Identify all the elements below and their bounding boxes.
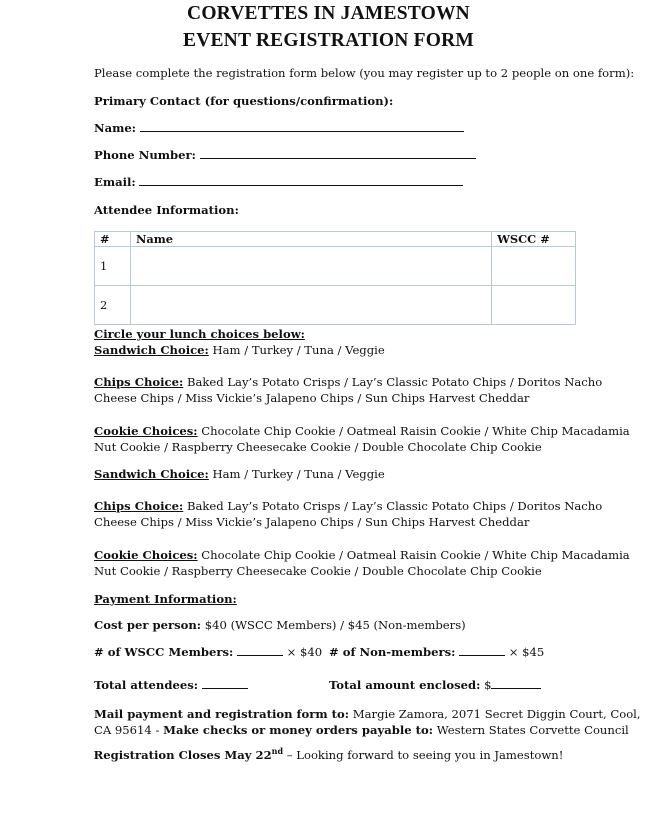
cookie-choice-row-1 xyxy=(94,424,630,438)
mail-label: Mail payment and registration form to: xyxy=(94,707,350,721)
chips-options-line1[interactable]: Baked Lay’s Potato Crisps / Lay’s Classic Potato Chips / Doritos Nacho xyxy=(186,375,603,389)
form-title-line2: EVENT REGISTRATION FORM xyxy=(182,30,474,51)
closing-text: – Looking forward to seeing you in Jamestown! xyxy=(286,747,564,762)
sandwich-options[interactable]: Ham / Turkey / Tuna / Veggie xyxy=(212,467,385,481)
attendee-name-cell[interactable] xyxy=(130,286,491,325)
nonmembers-count-blank[interactable] xyxy=(459,655,505,656)
chips-choice-row-1 xyxy=(94,375,602,389)
sandwich-choice-row-2 xyxy=(94,467,385,481)
closing-line xyxy=(0,746,657,762)
attendee-wscc-cell[interactable] xyxy=(492,247,576,286)
nonmembers-multiplier: × $45 xyxy=(508,645,545,659)
col-header-name: Name xyxy=(130,232,491,247)
dollar-sign: $ xyxy=(484,678,492,692)
closing-label: Registration Closes May 22 xyxy=(93,747,272,762)
cookie-choice-row-2 xyxy=(94,548,630,562)
cost-row xyxy=(94,618,466,632)
total-attendees-blank[interactable] xyxy=(202,688,248,689)
chips-label: Chips Choice: xyxy=(94,499,184,513)
attendee-wscc-cell[interactable] xyxy=(492,286,576,325)
cookie-options-line2[interactable]: Nut Cookie / Raspberry Cheesecake Cookie / Double Chocolate Chip Cookie xyxy=(94,564,542,578)
total-amount-blank[interactable] xyxy=(491,688,541,689)
row-number: 1 xyxy=(95,247,131,286)
col-header-wscc: WSCC # xyxy=(492,232,576,247)
payment-heading: Payment Information: xyxy=(94,592,237,606)
table-row xyxy=(95,247,576,286)
email-blank[interactable] xyxy=(139,185,463,186)
attendee-table-header xyxy=(95,232,576,247)
name-label: Name: xyxy=(94,121,137,135)
primary-contact-heading: Primary Contact (for questions/confirmation): xyxy=(94,94,394,108)
cookie-label: Cookie Choices: xyxy=(94,424,198,438)
intro-text: Please complete the registration form below (you may register up to 2 people on one form): xyxy=(94,66,635,80)
closing-sup: nd xyxy=(271,746,284,756)
mail-address-part2: CA 95614 - xyxy=(94,723,160,737)
lunch-heading: Circle your lunch choices below: xyxy=(94,327,305,341)
phone-field-row xyxy=(94,148,476,162)
mail-line1 xyxy=(94,707,641,721)
cost-label: Cost per person: xyxy=(94,618,202,632)
cookie-label: Cookie Choices: xyxy=(94,548,198,562)
checks-label: Make checks or money orders payable to: xyxy=(163,723,434,737)
sandwich-options[interactable]: Ham / Turkey / Tuna / Veggie xyxy=(212,343,385,357)
mail-address-part1: Margie Zamora, 2071 Secret Diggin Court, Cool, xyxy=(352,707,641,721)
total-attendees-label: Total attendees: xyxy=(94,678,199,692)
sandwich-label: Sandwich Choice: xyxy=(94,343,209,357)
sandwich-label: Sandwich Choice: xyxy=(94,467,209,481)
row-number: 2 xyxy=(95,286,131,325)
total-amount-row xyxy=(329,678,541,692)
chips-options-line2[interactable]: Cheese Chips / Miss Vickie’s Jalapeno Chips / Sun Chips Harvest Cheddar xyxy=(94,515,530,529)
phone-blank[interactable] xyxy=(200,158,476,159)
name-blank[interactable] xyxy=(140,131,464,132)
cookie-options-line2[interactable]: Nut Cookie / Raspberry Cheesecake Cookie / Double Chocolate Chip Cookie xyxy=(94,440,542,454)
cookie-options-line1[interactable]: Chocolate Chip Cookie / Oatmeal Raisin Cookie / White Chip Macadamia xyxy=(201,548,630,562)
col-header-number: # xyxy=(95,232,131,247)
phone-label: Phone Number: xyxy=(94,148,196,162)
form-title-line1: CORVETTES IN JAMESTOWN xyxy=(187,3,470,24)
members-row xyxy=(94,645,322,659)
email-label: Email: xyxy=(94,175,136,189)
chips-label: Chips Choice: xyxy=(94,375,184,389)
attendee-table xyxy=(94,231,576,325)
nonmembers-label: # of Non-members: xyxy=(329,645,456,659)
sandwich-choice-row-1 xyxy=(94,343,385,357)
name-field-row xyxy=(94,121,464,135)
members-count-blank[interactable] xyxy=(237,655,283,656)
payee: Western States Corvette Council xyxy=(436,723,629,737)
email-field-row xyxy=(94,175,463,189)
members-multiplier: × $40 xyxy=(286,645,323,659)
attendee-heading: Attendee Information: xyxy=(94,203,239,217)
attendee-name-cell[interactable] xyxy=(130,247,491,286)
nonmembers-row xyxy=(329,645,544,659)
total-amount-label: Total amount enclosed: xyxy=(329,678,481,692)
chips-options-line1[interactable]: Baked Lay’s Potato Crisps / Lay’s Classic Potato Chips / Doritos Nacho xyxy=(186,499,603,513)
mail-line2 xyxy=(94,723,629,737)
chips-choice-row-2 xyxy=(94,499,602,513)
table-row xyxy=(95,286,576,325)
cost-text: $40 (WSCC Members) / $45 (Non-members) xyxy=(204,618,466,632)
members-label: # of WSCC Members: xyxy=(94,645,234,659)
chips-options-line2[interactable]: Cheese Chips / Miss Vickie’s Jalapeno Chips / Sun Chips Harvest Cheddar xyxy=(94,391,530,405)
cookie-options-line1[interactable]: Chocolate Chip Cookie / Oatmeal Raisin Cookie / White Chip Macadamia xyxy=(201,424,630,438)
total-attendees-row xyxy=(94,678,248,692)
